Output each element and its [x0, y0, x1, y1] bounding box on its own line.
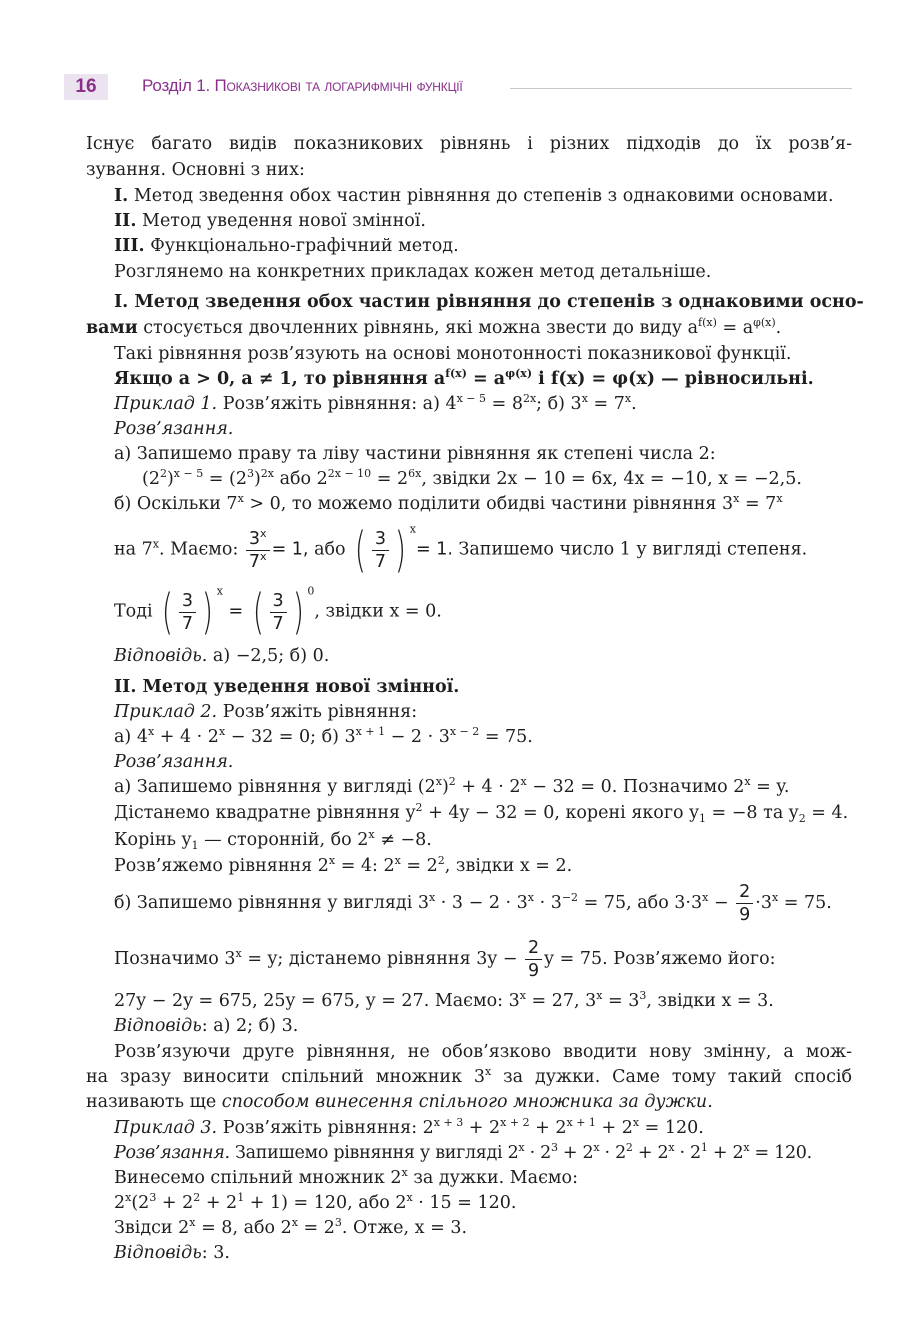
- paragraph-line: Існує багато видів показникових рівнянь і різних підходів до їх розв’я-: [86, 134, 852, 154]
- solution-line: 27y − 2y = 675, 25y = 675, y = 27. Маємо: $3^x = 27$, $3^x = 3^3$, звідки x = 3.: [114, 989, 774, 1011]
- solution-line: Звідси $2^x = 8$, або $2^x = 2^3$. Отже, x = 3.: [114, 1216, 468, 1238]
- chapter-name: Показникові та логарифмічні функції: [214, 76, 463, 95]
- solution-line: $2^x(2^3 + 2^2 + 2^1 + 1) = 120$, або $2^x \cdot 15 = 120$.: [114, 1191, 517, 1213]
- example-2-line: Приклад 2. Розв’яжіть рівняння:: [114, 702, 418, 722]
- solution-line: Тоді ( $\frac{3}{7}$ ) $^x$ = ( $\frac{3}{7}$ ) $^0$, звідки x = 0.: [114, 584, 442, 640]
- parenthesized-fraction: ( $\frac{3}{7}$ ): [354, 522, 407, 578]
- paragraph-line: вами стосується двочленних рівнянь, які можна звести до виду $a^{f(x)} = a^{\varphi(x)}$.: [86, 316, 782, 338]
- solution-line: Винесемо спільний множник 2$^x$ за дужки. Маємо:: [114, 1166, 578, 1188]
- example-3-line: Приклад 3. Розв’яжіть рівняння: $2^{x + 3} + 2^{x + 2} + 2^{x + 1} + 2^x = 120$.: [114, 1116, 704, 1138]
- theorem-statement: Якщо a > 0, a ≠ 1, то рівняння $a^{f(x)} = a^{\varphi(x)}$ і f(x) = φ(x) — рівносильні.: [114, 367, 814, 389]
- solution-line: Дістанемо квадратне рівняння $y^2 + 4y - 32 = 0$, корені якого $y_1 = -8$ та $y_2 = 4$.: [114, 801, 849, 825]
- paragraph-line: зування. Основні з них:: [86, 160, 305, 180]
- fraction: $\frac{3^x}{7^x}$: [246, 528, 270, 573]
- answer-line: Відповідь. а) −2,5; б) 0.: [114, 646, 330, 666]
- paragraph-line: Такі рівняння розв’язують на основі монотонності показникової функції.: [114, 344, 792, 364]
- answer-line: Відповідь: а) 2; б) 3.: [114, 1016, 299, 1036]
- solution-line: Розв’яжемо рівняння $2^x = 4$: $2^x = 2^2$, звідки x = 2.: [114, 854, 573, 876]
- paragraph-line: Розв’язуючи друге рівняння, не обов’язково вводити нову змінну, а мож-: [114, 1042, 852, 1062]
- parenthesized-fraction: ( $\frac{3}{7}$ ): [252, 584, 304, 640]
- answer-line: Відповідь: 3.: [114, 1243, 230, 1263]
- page-number: 16: [64, 74, 108, 100]
- chapter-title: [142, 76, 463, 96]
- page-header: [64, 74, 852, 102]
- method-list-item: II. Метод уведення нової змінної.: [114, 211, 426, 231]
- solution-line: на 7$^x$. Маємо: $\frac{3^x}{7^x}$ = 1, або ( $\frac{3}{7}$ ) $^x$= 1. Запишемо число 1 у вигляді степеня.: [114, 522, 808, 578]
- solution-label: Розв’язання.: [114, 419, 234, 439]
- fraction: $\frac{2}{9}$: [736, 881, 753, 926]
- parenthesized-fraction: ( $\frac{3}{7}$ ): [161, 584, 214, 640]
- solution-label: Розв’язання.: [114, 752, 234, 772]
- paragraph-line: на зразу виносити спільний множник 3$^x$ за дужки. Саме тому такий спосіб: [86, 1065, 853, 1087]
- solution-line: $(2^2)^{x - 5} = (2^3)^{2x}$ або $2^{2x - 10} = 2^{6x}$, звідки 2x − 10 = 6x, 4x = −10, x = −2,5.: [142, 467, 802, 489]
- solution-line: б) Оскільки $7^x > 0$, то можемо поділити обидві частини рівняння $3^x = 7^x$: [114, 492, 783, 514]
- example-1-line: Приклад 1. Розв’яжіть рівняння: а) $4^{x - 5} = 8^{2x}$; б) $3^x = 7^x$.: [114, 392, 637, 414]
- method-list-item: I. Метод зведення обох частин рівняння до степенів з однаковими основами.: [114, 186, 834, 206]
- chapter-prefix: Розділ 1.: [142, 76, 215, 95]
- solution-line: а) Запишемо праву та ліву частини рівняння як степені числа 2:: [114, 444, 716, 464]
- section-heading: I. Метод зведення обох частин рівняння до степенів з однаковими осно-: [114, 292, 864, 312]
- section-heading: II. Метод уведення нової змінної.: [114, 677, 460, 697]
- solution-line: б) Запишемо рівняння у вигляді $3^x \cdot 3 - 2 \cdot 3^x \cdot 3^{-2} = 75$, або $3\cdot 3^x$ − $\frac{2}{9}$ $\cdot 3^x = 75$.: [114, 882, 832, 925]
- paragraph-line: називають ще способом винесення спільного множника за дужки.: [86, 1092, 713, 1112]
- header-rule: [510, 88, 852, 89]
- solution-line: Розв’язання. Запишемо рівняння у вигляді $2^x \cdot 2^3 + 2^x \cdot 2^2 + 2^x \cdot 2^1 + 2^x = 120$.: [114, 1141, 812, 1163]
- fraction: $\frac{2}{9}$: [525, 937, 542, 982]
- solution-line: а) Запишемо рівняння у вигляді $(2^x)^2 + 4 \cdot 2^x - 32 = 0$. Позначимо $2^x = y$.: [114, 775, 790, 797]
- example-2-line: а) $4^x + 4 \cdot 2^x - 32 = 0$; б) $3^{x + 1} - 2 \cdot 3^{x - 2} = 75$.: [114, 725, 533, 747]
- method-list-item: III. Функціонально-графічний метод.: [114, 236, 459, 256]
- solution-line: Корінь $y_1$ — сторонній, бо $2^x \ne -8$.: [114, 828, 432, 852]
- paragraph-line: Розглянемо на конкретних прикладах кожен метод детальніше.: [114, 262, 712, 282]
- solution-line: Позначимо $3^x = y$; дістанемо рівняння 3y − $\frac{2}{9}$ y = 75. Розв’яжемо його:: [114, 938, 776, 981]
